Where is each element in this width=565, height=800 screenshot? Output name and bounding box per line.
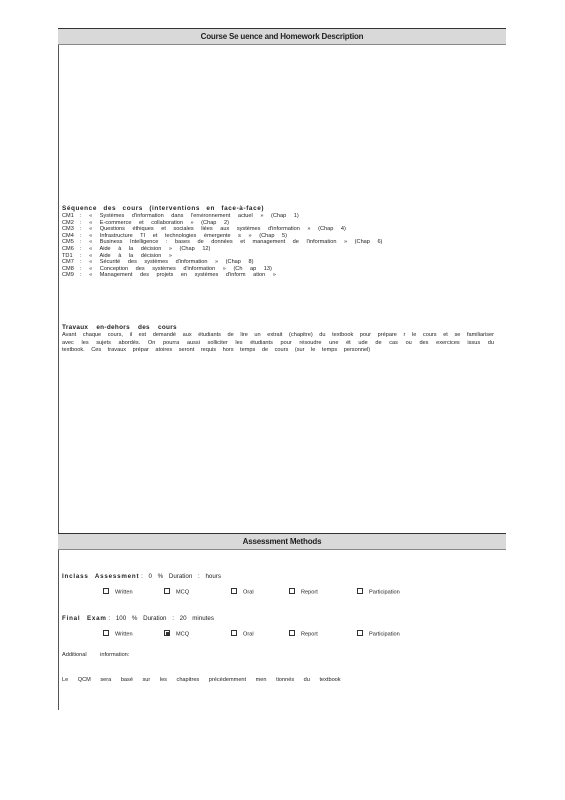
- sequence-code: CM3: [62, 226, 74, 233]
- sequence-text: : « Conception des systèmes d'information » (Ch ap 13): [80, 265, 272, 272]
- final-option-participation[interactable]: [357, 631, 400, 637]
- option-label: Written: [115, 589, 133, 596]
- sequence-code: CM7: [62, 259, 74, 266]
- final-option-written[interactable]: [103, 631, 133, 637]
- sequence-text: : « Aide à la décision » (Chap 12): [80, 245, 211, 252]
- checkbox-icon[interactable]: [289, 588, 295, 594]
- option-label: MCQ: [176, 589, 190, 596]
- sequence-text: : « Sécurité des systèmes d'information » (Chap 8): [80, 259, 254, 266]
- sequence-item: [62, 233, 502, 240]
- homework-body: Avant chaque cours, il est demandé aux étudiants de lire un extrait (chapitre) du textbook pour prépare r le cours et se familiariser avec les sujets abordés. On pourra aussi solliciter les étudiants pour résoudre une ét ude de cas ou des exercices issus du textbook. Ces travaux prépar atoires seront requis hors temps de cours (sur le temps personnel): [62, 332, 494, 353]
- sequence-item: [62, 272, 502, 279]
- sequence-code: TD1: [62, 252, 73, 259]
- sequence-code: CM8: [62, 265, 74, 272]
- inclass-option-written[interactable]: [103, 589, 133, 595]
- sequence-item: [62, 246, 502, 253]
- option-label: Oral: [243, 589, 254, 596]
- sequence-item: [62, 239, 502, 246]
- checkbox-icon[interactable]: [231, 630, 237, 636]
- option-label: Report: [301, 631, 318, 638]
- final-exam-row: [62, 615, 214, 622]
- sequence-item: [62, 266, 502, 273]
- sequence-code: CM4: [62, 232, 74, 239]
- option-label: Report: [301, 589, 318, 596]
- sequence-item: [62, 259, 502, 266]
- final-option-oral[interactable]: [231, 631, 254, 637]
- checkbox-icon[interactable]: [103, 630, 109, 636]
- option-label: MCQ: [176, 631, 190, 638]
- sequence-code: CM2: [62, 219, 74, 226]
- checkbox-icon[interactable]: [357, 630, 363, 636]
- sequence-text: : « Management des projets en systèmes d'inform ation »: [80, 272, 276, 279]
- option-label: Participation: [369, 631, 400, 638]
- inclass-option-participation[interactable]: [357, 589, 400, 595]
- checkbox-icon[interactable]: [289, 630, 295, 636]
- checkbox-icon[interactable]: [164, 588, 170, 594]
- sequence-text: : « Infrastructure TI et technologies émergente s » (Chap 5): [80, 232, 287, 239]
- checkbox-icon[interactable]: [357, 588, 363, 594]
- final-exam-value: : 100 % Duration : 20 minutes: [108, 615, 214, 622]
- inclass-option-mcq[interactable]: [164, 589, 189, 595]
- additional-information-label: Additional information:: [62, 652, 130, 658]
- sequence-code: CM9: [62, 272, 74, 279]
- sequence-code: CM1: [62, 213, 74, 219]
- inclass-option-oral[interactable]: [231, 589, 254, 595]
- final-option-report[interactable]: [289, 631, 318, 637]
- homework-title: Travaux en-dehors des cours: [62, 324, 177, 331]
- sequence-text: : « E-commerce et collaboration » (Chap 2): [80, 219, 229, 226]
- course-sequence-header: Course Se uence and Homework Description: [58, 28, 506, 45]
- inclass-option-report[interactable]: [289, 589, 318, 595]
- assessment-methods-header: Assessment Methods: [58, 533, 506, 550]
- option-label: Participation: [369, 589, 400, 596]
- inclass-assessment-label: Inclass Assessment: [62, 573, 140, 580]
- option-label: Written: [115, 631, 133, 638]
- checkbox-checked-icon[interactable]: [164, 630, 170, 636]
- sequence-item: [62, 253, 502, 260]
- sequence-code: CM6: [62, 245, 74, 252]
- sequence-title: Séquence des cours (interventions en face-à-face): [62, 205, 265, 212]
- sequence-item: [62, 220, 502, 227]
- sequence-item: [62, 226, 502, 233]
- qcm-note: Le QCM sera basé sur les chapitres précédemment men tionnés du textbook: [62, 677, 341, 683]
- inclass-assessment-value: : 0 % Duration : hours: [141, 573, 221, 580]
- checkbox-icon[interactable]: [103, 588, 109, 594]
- sequence-text: : « Aide à la décision »: [80, 252, 172, 259]
- option-label: Oral: [243, 631, 254, 638]
- sequence-text: : « Business Intelligence : bases de données et management de l'information » (Chap 6): [80, 239, 383, 246]
- checkbox-icon[interactable]: [231, 588, 237, 594]
- final-option-mcq[interactable]: [164, 631, 189, 637]
- sequence-text: : « Questions éthiques et sociales liées aux systèmes d'information » (Chap 4): [80, 226, 346, 233]
- inclass-assessment-row: [62, 573, 221, 580]
- left-border: [58, 28, 59, 710]
- sequence-code: CM5: [62, 239, 74, 246]
- sequence-item: [62, 213, 502, 220]
- sequence-list: [62, 213, 502, 279]
- final-exam-label: Final Exam: [62, 615, 107, 622]
- sequence-text: : « Systèmes d'information dans l'environnement actuel » (Chap 1): [80, 213, 299, 219]
